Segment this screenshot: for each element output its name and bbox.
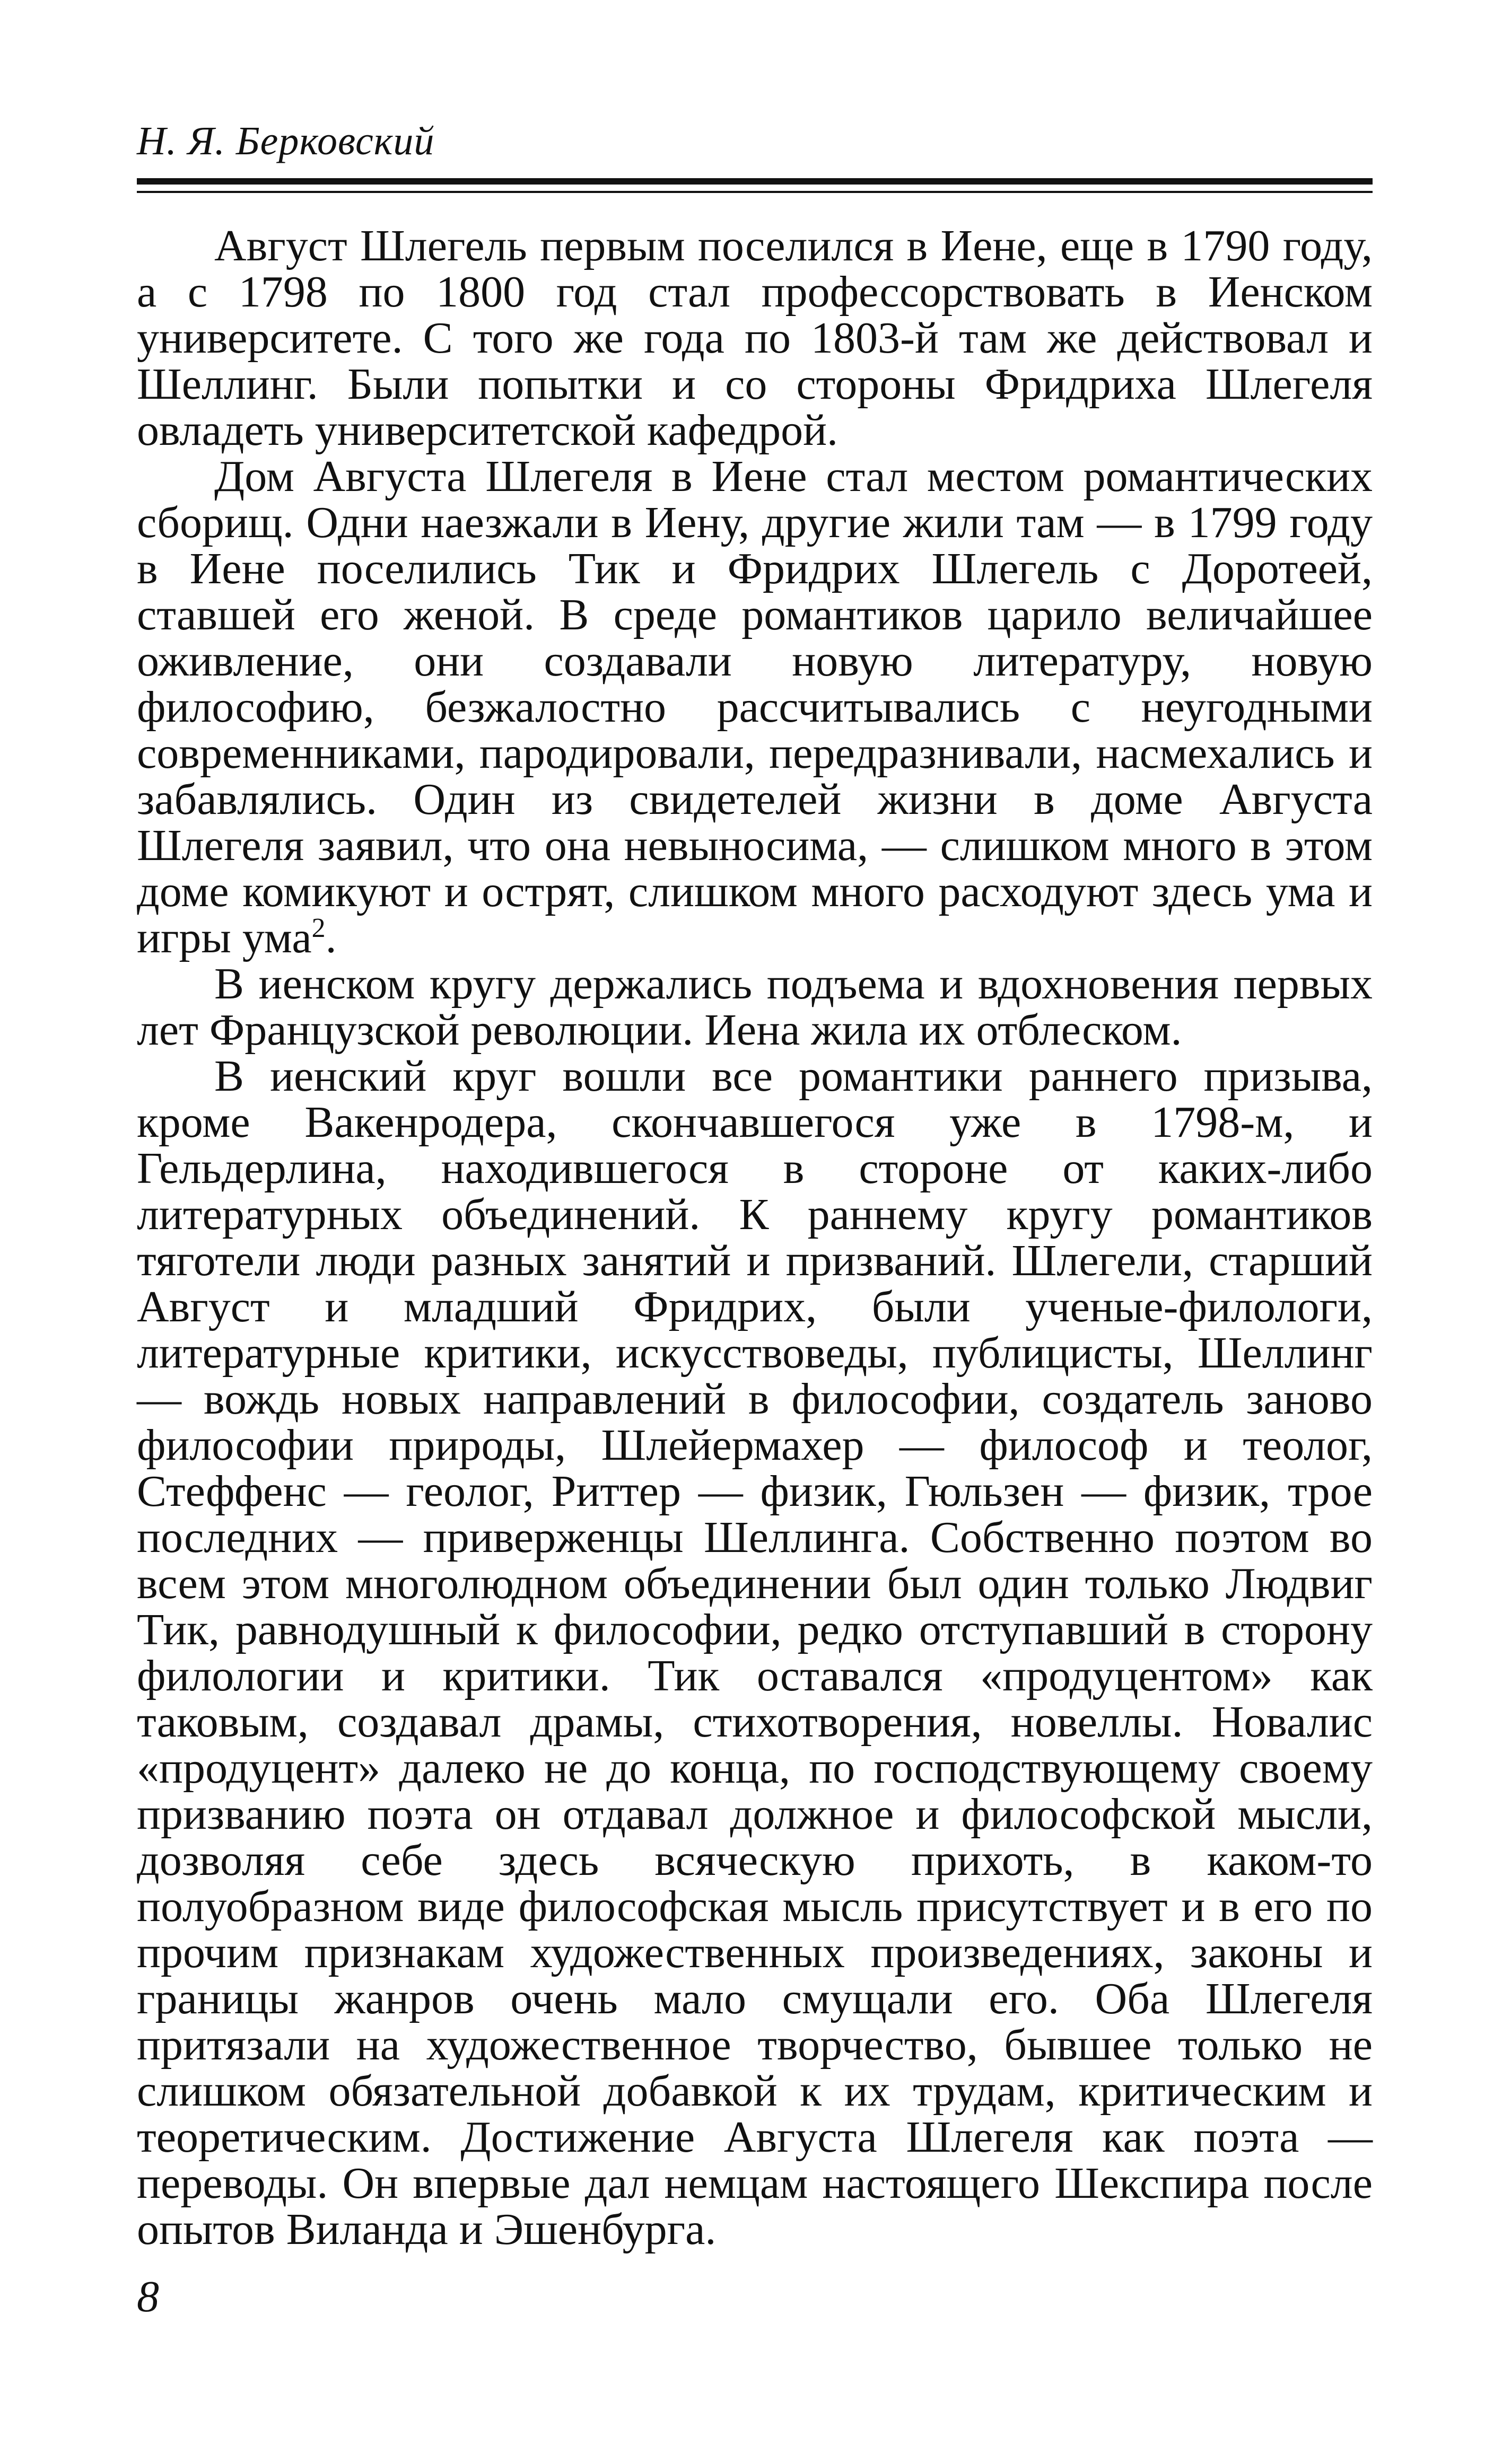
page-number: 8 [137, 2272, 159, 2321]
paragraph-1-text: Август Шлегель первым поселился в Иене, еще в 1790 году, а с 1798 по 1800 год стал профессорствовать в Иенском университете. С того же года по 1803-й там же действовал и Шеллинг. Были попытки и со стороны Фридриха Шлегеля овладеть университетской кафедрой. [137, 221, 1373, 455]
paragraph-4-text: В иенский круг вошли все романтики раннего призыва, кроме Вакенродера, скончавшегося уже в 1798-м, и Гельдерлина, находившегося в стороне от каких-либо литературных объединений. К раннему кругу романтиков тяготели люди разных занятий и призваний. Шлегели, старший Август и младший Фридрих, были ученые-филологи, литературные критики, искусствоведы, публицисты, Шеллинг — вождь новых направлений в философии, создатель заново философии природы, Шлейермахер — философ и теолог, Стеффенс — геолог, Риттер — физик, Гюльзен — физик, трое последних — приверженцы Шеллинга. Собственно поэтом во всем этом многолюдном объединении был один только Людвиг Тик, равнодушный к философии, редко отступавший в сторону филологии и критики. Тик оставался «продуцентом» как таковым, создавал драмы, стихотворения, новеллы. Новалис «продуцент» далеко не до конца, по господствующему своему призванию поэта он отдавал должное и философской мысли, дозволяя себе здесь всяческую прихоть, в каком-то полуобразном виде философская мысль присутствует и в его по прочим признакам художественных произведениях, законы и границы жанров очень мало смущали его. Оба Шлегеля притязали на художественное творчество, бывшее только не слишком обязательной добавкой к их трудам, критическим и теоретическим. Достижение Августа Шлегеля как поэта — переводы. Он впервые дал немцам настоящего Шекспира после опытов Виланда и Эшенбурга. [137, 1051, 1373, 2254]
paragraph-3 [137, 961, 1373, 1053]
paragraph-2-text: Дом Августа Шлегеля в Иене стал местом романтических сборищ. Одни наезжали в Иену, другие жили там — в 1799 году в Иене поселились Тик и Фридрих Шлегель с Доротеей, ставшей его женой. В среде романтиков царило величайшее оживление, они создавали новую литературу, новую философию, безжалостно рассчитывались с неугодными современниками, пародировали, передразнивали, насмехались и забавлялись. Один из свидетелей жизни в доме Августа Шлегеля заявил, что она невыносима, — слишком много в этом доме комикуют и острят, слишком много расходуют здесь ума и игры ума [137, 452, 1373, 962]
header-rule-thick [137, 178, 1373, 185]
footnote-marker: 2 [311, 913, 326, 943]
paragraph-2 [137, 453, 1373, 961]
running-title: Н. Я. Берковский [137, 119, 435, 163]
paragraph-3-text: В иенском кругу держались подъема и вдохновения первых лет Французской революции. Иена жила их отблеском. [137, 959, 1373, 1055]
paragraph-2-tail: . [325, 913, 337, 962]
paragraph-1 [137, 223, 1373, 453]
paragraph-4 [137, 1053, 1373, 2252]
header-rule-thin [137, 191, 1373, 193]
body-text [137, 223, 1373, 2252]
